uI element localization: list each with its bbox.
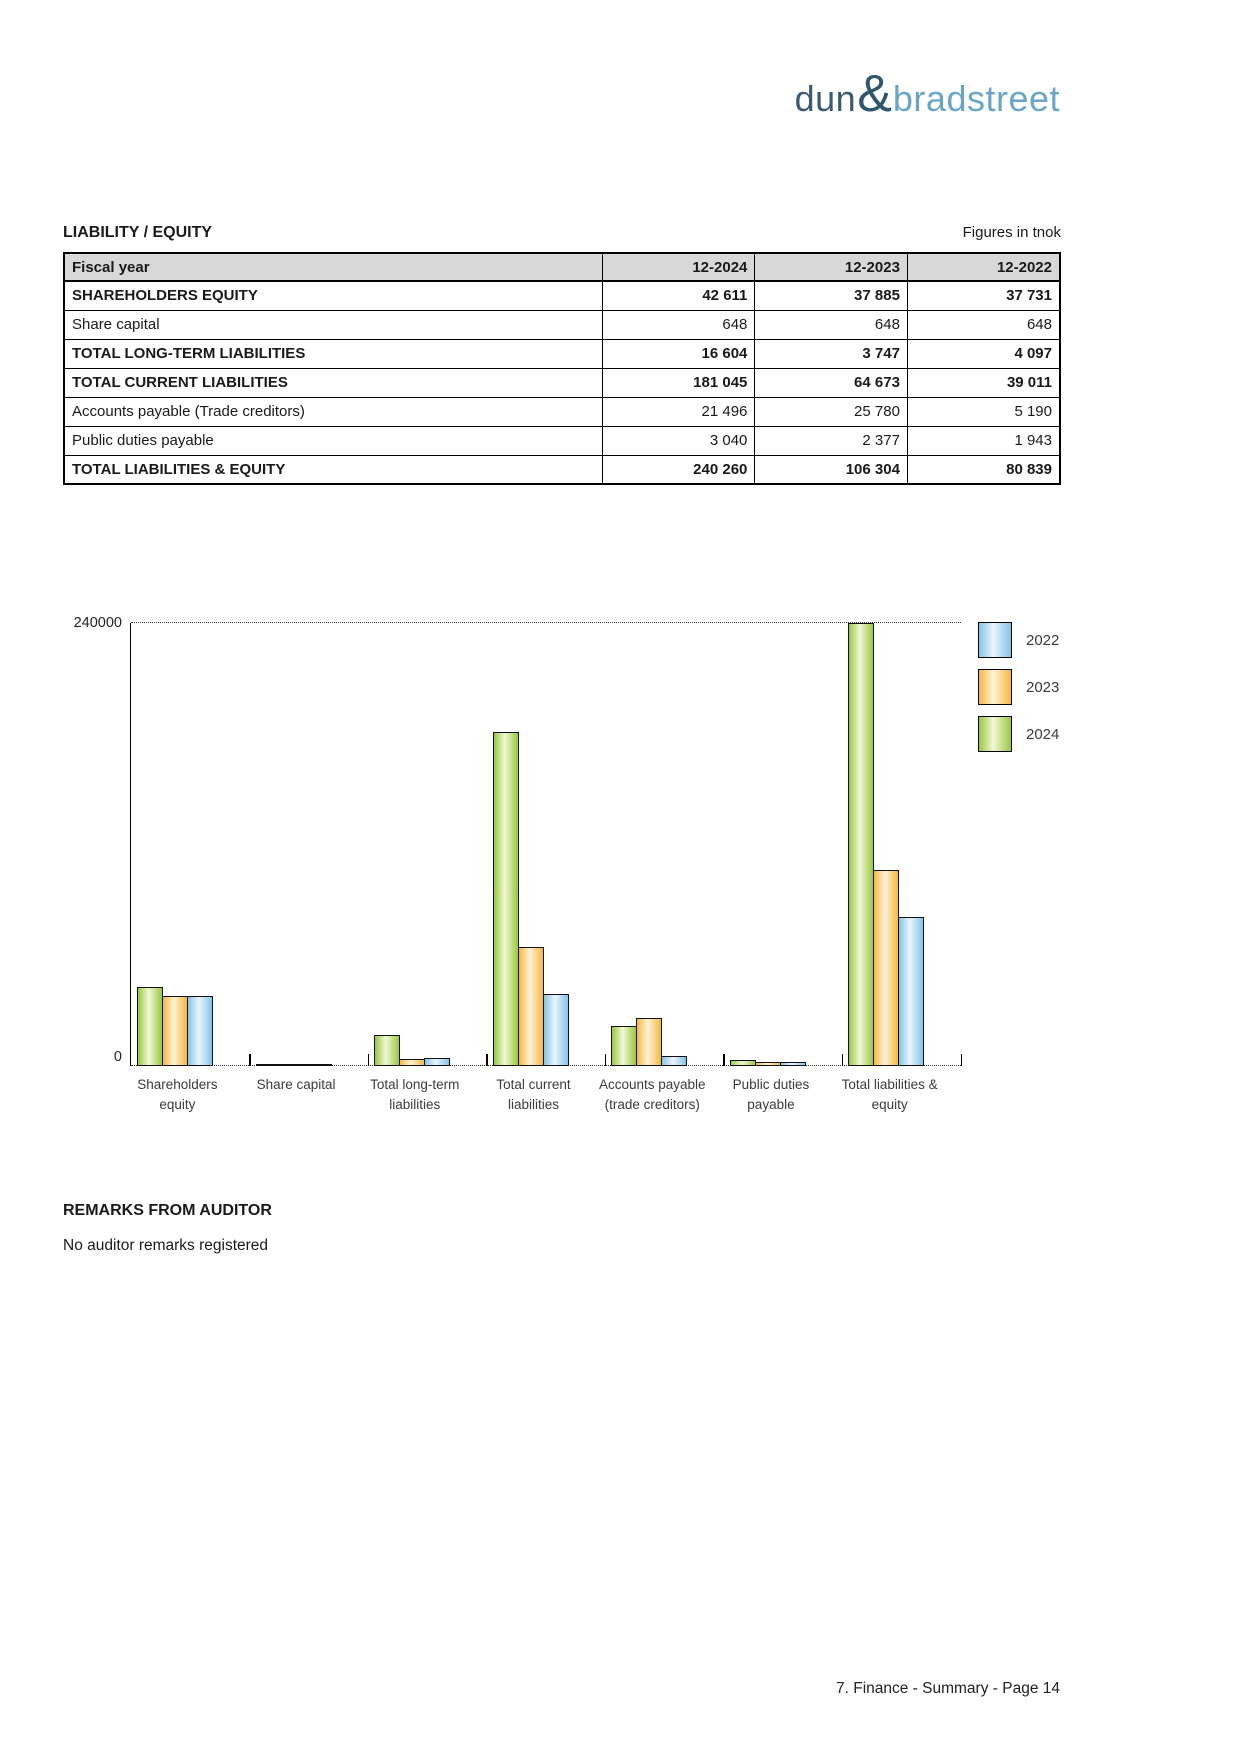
figures-unit-note: Figures in tnok bbox=[962, 224, 1061, 241]
bar-group bbox=[842, 623, 961, 1066]
row-value: 3 040 bbox=[602, 426, 755, 455]
row-value: 648 bbox=[602, 310, 755, 339]
bar-2024 bbox=[137, 987, 163, 1066]
bar-2022 bbox=[780, 1062, 806, 1066]
category-label: Total long-term liabilities bbox=[370, 1077, 460, 1112]
bar-2023 bbox=[518, 947, 544, 1066]
axis-tick bbox=[961, 1054, 963, 1066]
table-row bbox=[64, 281, 1060, 310]
bar-group bbox=[487, 623, 606, 1066]
bar-2023 bbox=[162, 996, 188, 1066]
legend-swatch-2024 bbox=[978, 716, 1012, 752]
legend-label: 2023 bbox=[1026, 678, 1060, 696]
fiscal-year-header-cell: Fiscal year bbox=[64, 253, 602, 281]
legend-swatch-2022 bbox=[978, 622, 1012, 658]
row-label: TOTAL CURRENT LIABILITIES bbox=[64, 368, 602, 397]
remarks-text: No auditor remarks registered bbox=[63, 1237, 269, 1254]
chart-category-labels bbox=[130, 1075, 961, 1115]
row-label: TOTAL LONG-TERM LIABILITIES bbox=[64, 339, 602, 368]
bar-2023 bbox=[873, 870, 899, 1066]
bar-group bbox=[368, 623, 487, 1066]
legend-entry bbox=[978, 622, 1059, 658]
row-value: 240 260 bbox=[602, 455, 755, 484]
row-value: 4 097 bbox=[907, 339, 1060, 368]
legend-entry bbox=[978, 669, 1059, 705]
bar-2023 bbox=[281, 1064, 307, 1066]
row-label: SHAREHOLDERS EQUITY bbox=[64, 281, 602, 310]
section-header bbox=[63, 224, 1061, 242]
chart-legend bbox=[978, 622, 1059, 763]
bar-2022 bbox=[543, 994, 569, 1066]
bar-group bbox=[250, 623, 369, 1066]
bar-chart-plot bbox=[130, 623, 961, 1066]
logo-word-dun: dun bbox=[794, 78, 857, 119]
dun-bradstreet-logo bbox=[794, 65, 1060, 123]
row-value: 21 496 bbox=[602, 397, 755, 426]
legend-entry bbox=[978, 716, 1059, 752]
category-label: Total current liabilities bbox=[496, 1077, 571, 1112]
remarks-heading: REMARKS FROM AUDITOR bbox=[63, 1202, 272, 1219]
row-value: 181 045 bbox=[602, 368, 755, 397]
bar-2024 bbox=[493, 732, 519, 1066]
bar-2022 bbox=[306, 1064, 332, 1066]
table-row bbox=[64, 368, 1060, 397]
row-value: 106 304 bbox=[755, 455, 908, 484]
table-row bbox=[64, 310, 1060, 339]
legend-swatch-2023 bbox=[978, 669, 1012, 705]
logo-ampersand-icon: & bbox=[857, 65, 892, 123]
row-value: 2 377 bbox=[755, 426, 908, 455]
row-label: Accounts payable (Trade creditors) bbox=[64, 397, 602, 426]
category-label: Total liabilities & equity bbox=[841, 1077, 938, 1112]
table-row bbox=[64, 339, 1060, 368]
bar-2023 bbox=[399, 1059, 425, 1066]
legend-label: 2022 bbox=[1026, 631, 1060, 649]
row-label: Share capital bbox=[64, 310, 602, 339]
bar-2023 bbox=[636, 1018, 662, 1066]
bar-group bbox=[724, 623, 843, 1066]
row-value: 648 bbox=[907, 310, 1060, 339]
row-value: 16 604 bbox=[602, 339, 755, 368]
liability-equity-table bbox=[63, 252, 1061, 485]
row-value: 1 943 bbox=[907, 426, 1060, 455]
table-row bbox=[64, 455, 1060, 484]
bar-group bbox=[131, 623, 250, 1066]
bar-2024 bbox=[848, 623, 874, 1067]
liability-table-body bbox=[64, 281, 1060, 484]
bar-2024 bbox=[611, 1026, 637, 1066]
table-row bbox=[64, 397, 1060, 426]
table-row bbox=[64, 426, 1060, 455]
bar-group bbox=[605, 623, 724, 1066]
row-value: 37 885 bbox=[755, 281, 908, 310]
year-header-cell: 12-2024 bbox=[602, 253, 755, 281]
bar-2023 bbox=[755, 1062, 781, 1066]
row-value: 25 780 bbox=[755, 397, 908, 426]
section-title: LIABILITY / EQUITY bbox=[63, 224, 213, 241]
row-value: 64 673 bbox=[755, 368, 908, 397]
row-value: 3 747 bbox=[755, 339, 908, 368]
year-header-cell: 12-2023 bbox=[755, 253, 908, 281]
page-footer: 7. Finance - Summary - Page 14 bbox=[836, 1680, 1060, 1697]
bar-2022 bbox=[187, 996, 213, 1066]
bar-2022 bbox=[661, 1056, 687, 1066]
row-value: 37 731 bbox=[907, 281, 1060, 310]
bar-2024 bbox=[256, 1064, 282, 1066]
year-header-cell: 12-2022 bbox=[907, 253, 1060, 281]
table-header-row bbox=[64, 253, 1060, 281]
category-label: Shareholders equity bbox=[137, 1077, 218, 1112]
logo-word-bradstreet: bradstreet bbox=[892, 78, 1060, 119]
bar-2024 bbox=[374, 1035, 400, 1066]
row-value: 80 839 bbox=[907, 455, 1060, 484]
row-value: 5 190 bbox=[907, 397, 1060, 426]
row-label: Public duties payable bbox=[64, 426, 602, 455]
row-value: 39 011 bbox=[907, 368, 1060, 397]
bar-2022 bbox=[898, 917, 924, 1066]
legend-label: 2024 bbox=[1026, 725, 1060, 743]
row-value: 648 bbox=[755, 310, 908, 339]
category-label: Share capital bbox=[256, 1077, 336, 1092]
category-label: Accounts payable (trade creditors) bbox=[598, 1077, 706, 1112]
bar-2022 bbox=[424, 1058, 450, 1066]
row-value: 42 611 bbox=[602, 281, 755, 310]
row-label: TOTAL LIABILITIES & EQUITY bbox=[64, 455, 602, 484]
category-label: Public duties payable bbox=[732, 1077, 810, 1112]
y-axis-max-label: 240000 bbox=[73, 615, 122, 631]
y-axis-zero-label: 0 bbox=[113, 1049, 122, 1065]
bar-2024 bbox=[730, 1060, 756, 1066]
